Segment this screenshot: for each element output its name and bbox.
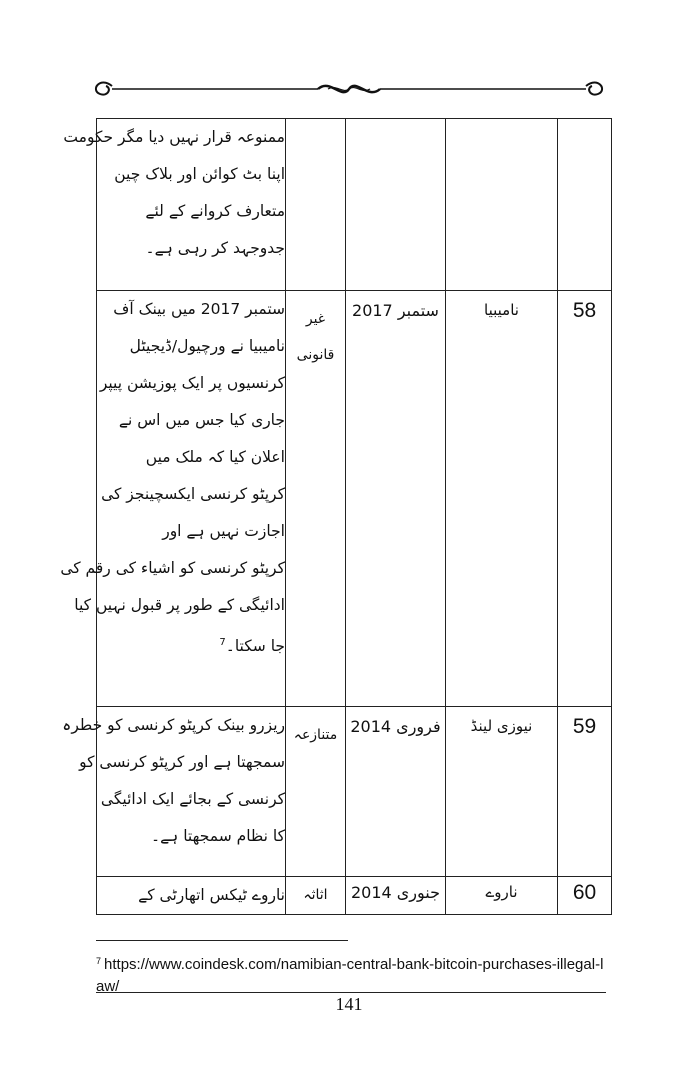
status-cell: متنازعہ <box>286 707 346 877</box>
number-cell: 58 <box>558 291 612 707</box>
number-cell: 60 <box>558 877 612 915</box>
status-cell: غیر قانونی <box>286 291 346 707</box>
status-cell <box>286 119 346 291</box>
description-cell <box>63 119 286 291</box>
description-cell <box>62 707 286 877</box>
description-line: ریزرو بینک کرپٹو کرنسی کو خطرہ <box>62 716 285 734</box>
description-line: کا نظام سمجھتا ہے۔ <box>151 827 285 845</box>
description-line: اعلان کیا کہ ملک میں <box>145 448 285 466</box>
description-text: جا سکتا۔ <box>225 637 285 656</box>
footnote-divider <box>96 940 348 941</box>
header-ornament-divider <box>0 62 698 112</box>
description-line: ناروے ٹیکس اتھارٹی کے <box>138 886 285 904</box>
date-cell <box>346 119 446 291</box>
country-cell: نیوزی لینڈ <box>446 707 558 877</box>
description-cell <box>60 291 286 707</box>
date-cell: فروری 2014 <box>346 707 446 877</box>
description-cell <box>97 877 286 915</box>
description-line: ادائیگی کے طور پر قبول نہیں کیا <box>74 596 285 614</box>
description-line: اپنا بٹ کوائن اور بلاک چین <box>114 165 285 183</box>
country-cell: ناروے <box>446 877 558 915</box>
footnote-reference: 7 <box>219 637 226 648</box>
description-line: کرنسیوں پر ایک پوزیشن پیپر <box>99 374 285 392</box>
description-line: نامیبیا نے ورچیول/ڈیجیٹل <box>129 337 285 355</box>
countries-table <box>60 118 612 915</box>
page-bottom-divider <box>96 992 606 993</box>
description-line: متعارف کروانے کے لئے <box>145 202 285 220</box>
page-number: 141 <box>335 994 363 1014</box>
number-cell <box>558 119 612 291</box>
description-line-last <box>97 624 285 665</box>
footnote-marker: 7 <box>96 956 102 966</box>
number-cell: 59 <box>558 707 612 877</box>
description-line: سمجھتا ہے اور کرپٹو کرنسی کو <box>79 753 285 771</box>
description-line: جدوجہد کر رہی ہے۔ <box>145 239 285 257</box>
description-line: ممنوعہ قرار نہیں دیا مگر حکومت <box>63 128 285 146</box>
footnote <box>96 950 606 998</box>
table-row-58 <box>97 291 612 707</box>
description-line: اجازت نہیں ہے اور <box>162 522 285 540</box>
date-cell: جنوری 2014 <box>346 877 446 915</box>
description-line: کرنسی کے بجائے ایک ادائیگی <box>100 790 285 808</box>
description-line: جاری کیا جس میں اس نے <box>118 411 285 429</box>
country-cell: نامیبیا <box>446 291 558 707</box>
description-line: کرپٹو کرنسی ایکسچینجز کی <box>101 485 285 503</box>
date-cell: ستمبر 2017 <box>346 291 446 707</box>
footnote-link[interactable]: https://www.coindesk.com/namibian-central-bank-bitcoin-purchases-illegal-law/ <box>96 956 604 995</box>
table-row-continued <box>97 119 612 291</box>
country-cell <box>446 119 558 291</box>
table-row-60 <box>97 877 612 915</box>
description-line: کرپٹو کرنسی کو اشیاء کی رقم کی <box>60 559 285 577</box>
table-row-59 <box>97 707 612 877</box>
status-cell: اثاثہ <box>286 877 346 915</box>
description-line: ستمبر 2017 میں بینک آف <box>113 300 285 318</box>
